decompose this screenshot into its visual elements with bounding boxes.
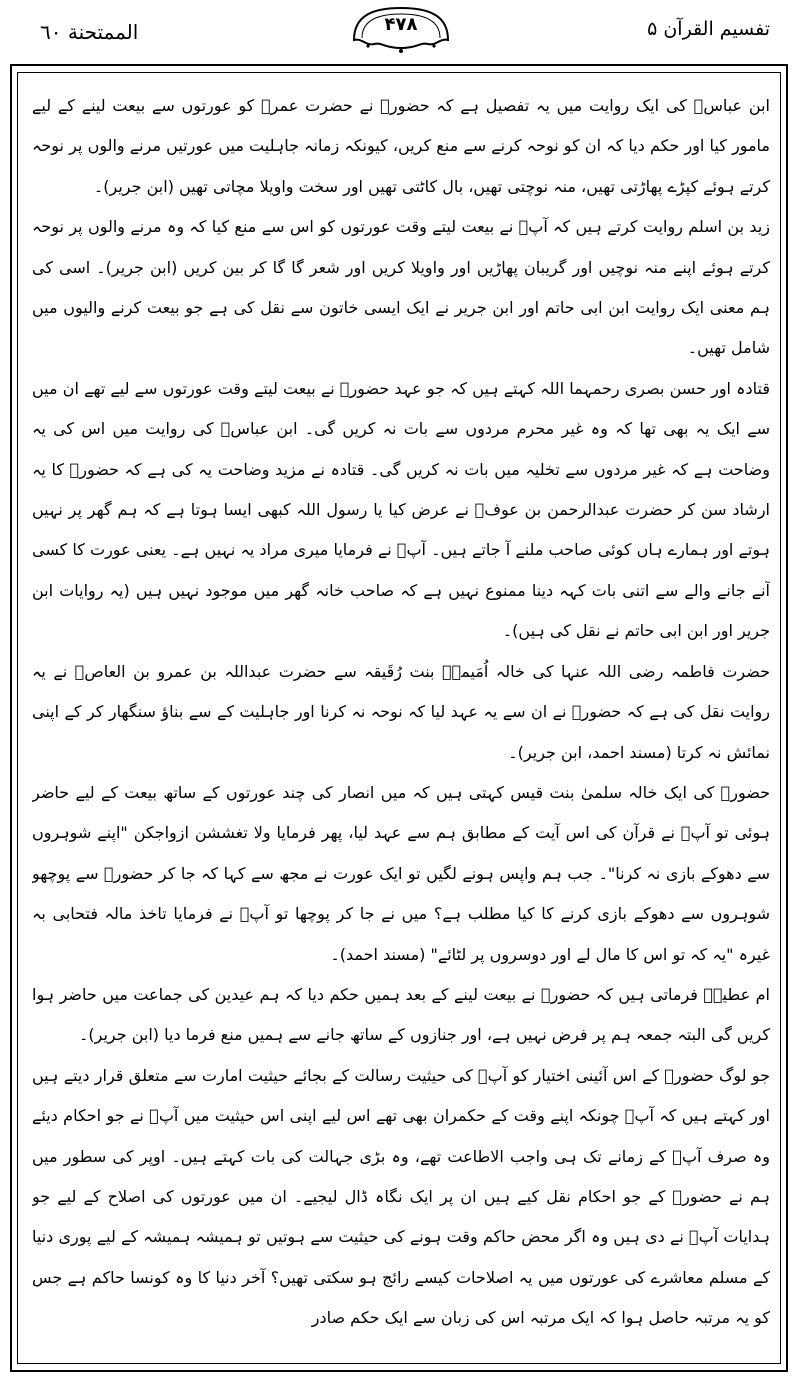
paragraph-ibn-abbas: ابن عباسؓ کی ایک روایت میں یہ تفصیل ہے کہ حضورؐ نے حضرت عمرؓ کو عورتوں سے بیعت لینے کے لیے مامور کیا اور حکم دیا کہ ان کو نوحہ کرنے سے منع کریں، کیونکہ زمانہ جاہلیت میں عورتیں مرنے والوں پر نوحہ کرتے ہوئے کپڑے پھاڑتی تھیں، منہ نوچتی تھیں، بال کاٹتی تھیں اور سخت واویلا مچاتی تھیں (ابن جریر)۔ bbox=[32, 96, 770, 196]
paragraph-salma-bint-qais: حضورؐ کی ایک خالہ سلمیٰ بنت قیس کہتی ہیں کہ میں انصار کی چند عورتوں کے ساتھ بیعت کے لیے حاضر ہوئی تو آپؐ نے قرآن کی اس آیت کے مطابق ہم سے عہد لیا، پھر فرمایا ولا تغششن ازواجکن "اپنے شوہروں سے دھوکے بازی نہ کرنا"۔ جب ہم واپس ہونے لگیں تو ایک عورت نے مجھ سے کہا کہ جا کر حضورؐ سے پوچھو شوہروں سے دھوکے بازی کرنے کا کیا مطلب ہے؟ میں نے جا کر پوچھا تو آپؐ نے فرمایا تاخذ مالہ فتحابی بہ غیرہ "یہ کہ تو اس کا مال لے اور دوسروں پر لٹائے" (مسند احمد)۔ bbox=[32, 782, 770, 964]
page-header bbox=[0, 0, 800, 62]
paragraph-qatadah-hasan: قتادہ اور حسن بصری رحمہما اللہ کہتے ہیں کہ جو عہد حضورؐ نے بیعت لیتے وقت عورتوں سے لیے تھے ان میں سے ایک یہ بھی تھا کہ وہ غیر محرم مردوں سے بات نہ کریں گی۔ ابن عباسؓ کی روایت میں اس کی یہ وضاحت ہے کہ غیر مردوں سے تخلیہ میں بات نہ کریں گی۔ قتادہ نے مزید وضاحت یہ کی ہے کہ حضورؐ کا یہ ارشاد سن کر حضرت عبدالرحمن بن عوفؓ نے عرض کیا یا رسول اللہ کبھی ایسا ہوتا ہے کہ ہم گھر پر نہیں ہوتے اور ہمارے ہاں کوئی صاحب ملنے آ جاتے ہیں۔ آپؐ نے فرمایا میری مراد یہ نہیں ہے۔ یعنی عورت کا کسی آنے جانے والے سے اتنی بات کہہ دینا ممنوع نہیں ہے کہ صاحب خانہ گھر میں موجود نہیں ہیں (یہ روایات ابن جریر اور ابن ابی حاتم نے نقل کی ہیں)۔ bbox=[32, 378, 770, 641]
paragraph-fatimah-umaimah: حضرت فاطمہ رضی اللہ عنہا کی خالہ اُمَیمہؓ بنت رُقَیقہ سے حضرت عبداللہ بن عمرو بن العاصؓ نے یہ روایت نقل کی ہے کہ حضورؐ نے ان سے یہ عہد لیا کہ نوحہ نہ کرنا اور جاہلیت کے سے بناؤ سنگھار کر کے اپنی نمائش نہ کرتا (مسند احمد، ابن جریر)۔ bbox=[32, 661, 770, 762]
paragraph-umm-atiyyah: ام عطیہؓ فرماتی ہیں کہ حضورؐ نے بیعت لینے کے بعد ہمیں حکم دیا کہ ہم عیدین کی جماعت میں حاضر ہوا کریں گی البتہ جمعہ ہم پر فرض نہیں ہے، اور جنازوں کے ساتھ جانے سے ہمیں منع فرما دیا (ابن جریر)۔ bbox=[32, 984, 770, 1045]
book-title: تفسیم القرآن ۵ bbox=[647, 18, 770, 40]
page-number: ۴۷۸ bbox=[384, 14, 418, 35]
surah-name: الممتحنة ٦٠ bbox=[40, 20, 139, 44]
paragraph-zaid-bin-aslam: زید بن اسلم روایت کرتے ہیں کہ آپؐ نے بیعت لیتے وقت عورتوں کو اس سے منع کیا کہ وہ مرنے والوں پر نوحہ کرتے ہوئے اپنے منہ نوچیں اور گریبان پھاڑیں اور واویلا کریں اور شعر گا گا کر بین کریں (ابن جریر)۔ اسی کی ہم معنی ایک روایت ابن ابی حاتم اور ابن جریر نے ایک ایسی خاتون سے نقل کی ہے جو بیعت کرنے والیوں میں شامل تھیں۔ bbox=[32, 217, 770, 358]
paragraph-authority-discussion: جو لوگ حضورؐ کے اس آئینی اختیار کو آپؐ کی حیثیت رسالت کے بجائے حیثیت امارت سے متعلق قرار دیتے ہیں اور کہتے ہیں کہ آپؐ چونکہ اپنے وقت کے حکمران بھی تھے اس لیے اپنی اس حیثیت میں آپؐ نے جو احکام دیئے وہ صرف آپؐ کے زمانے تک ہی واجب الاطاعت تھے، وہ بڑی جہالت کی بات کہتے ہیں۔ اوپر کی سطور میں ہم نے حضورؐ کے جو احکام نقل کیے ہیں ان پر ایک نگاہ ڈال لیجیے۔ ان میں عورتوں کی اصلاح کے لیے جو ہدایات آپؐ نے دی ہیں وہ اگر محض حاکم وقت ہونے کی حیثیت سے ہوتیں تو ہمیشہ ہمیشہ کے لیے پوری دنیا کے مسلم معاشرے کی عورتوں میں یہ اصلاحات کیسے رائج ہو سکتی تھیں؟ آخر دنیا کا وہ کونسا حاکم ہے جس کو یہ مرتبہ حاصل ہوا کہ ایک مرتبہ اس کی زبان سے ایک حکم صادر bbox=[32, 1065, 770, 1328]
page-body bbox=[32, 86, 770, 1356]
